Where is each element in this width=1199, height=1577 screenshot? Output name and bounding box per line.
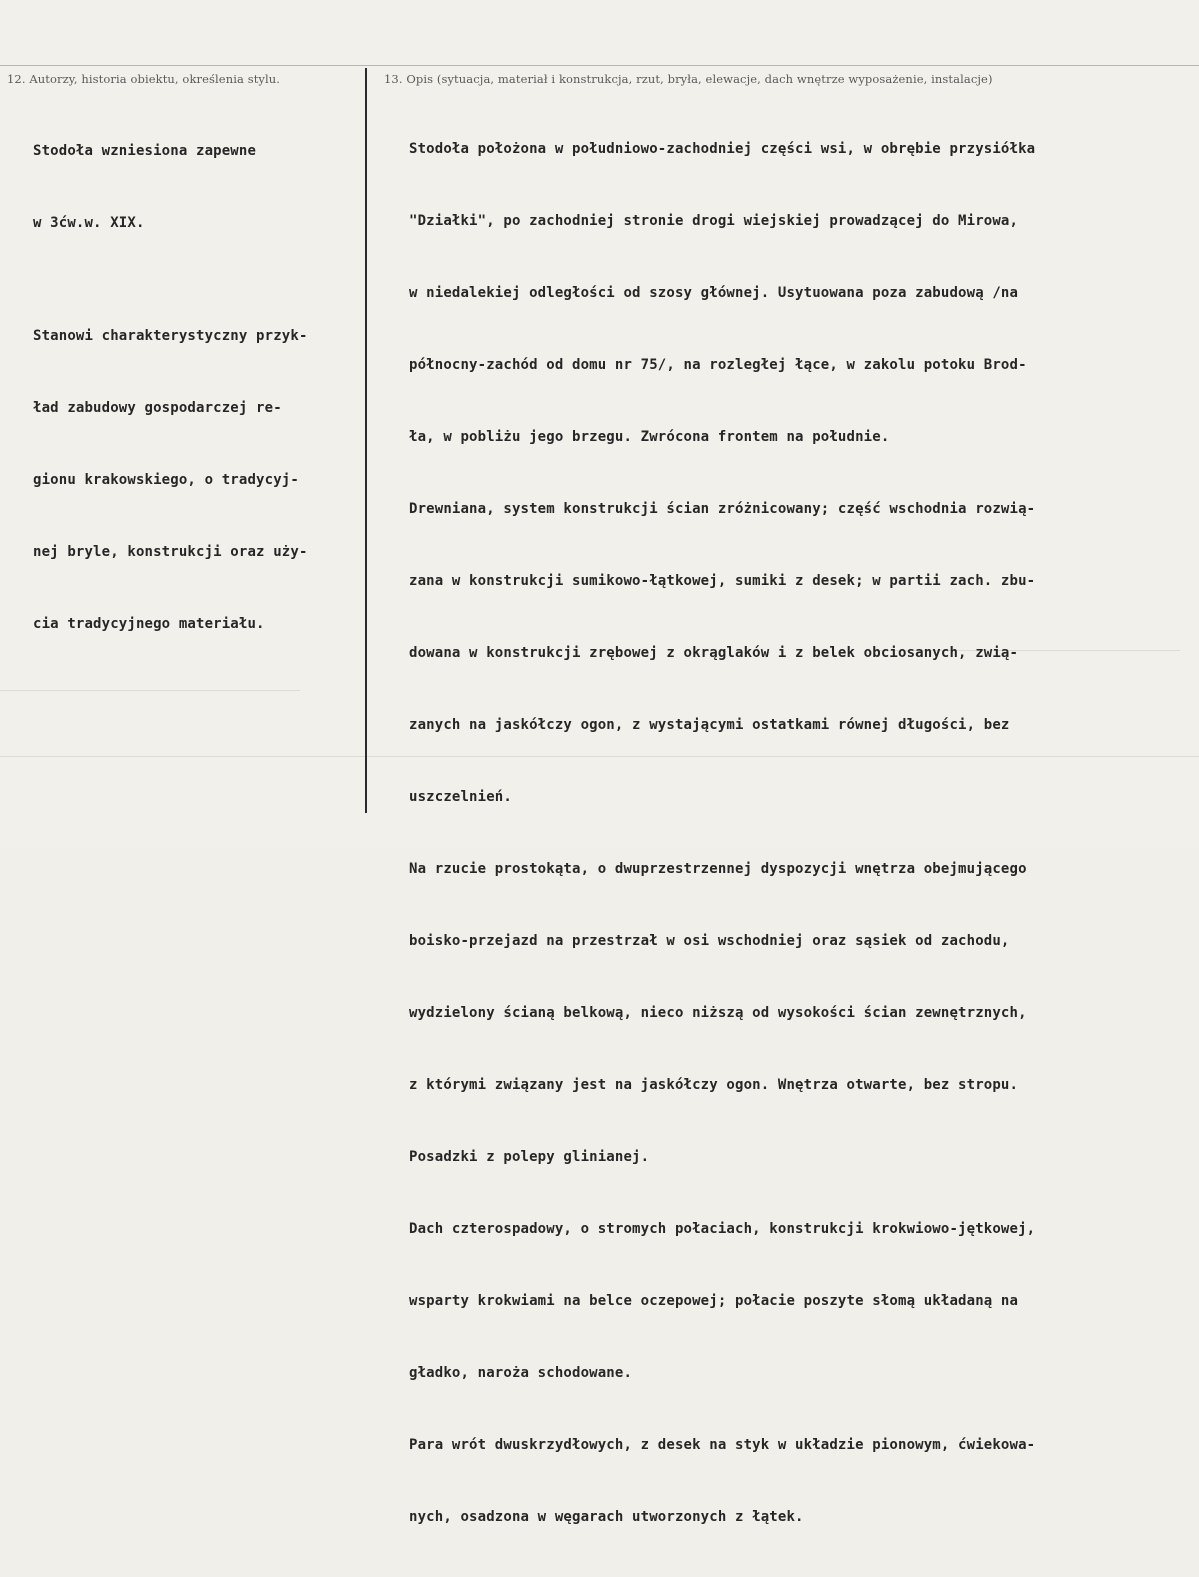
text-line: gionu krakowskiego, o tradycyj- [33, 472, 299, 488]
text-line: Na rzucie prostokąta, o dwuprzestrzennej dyspozycji wnętrza obejmującego [409, 861, 1027, 877]
section-13-description-text [409, 89, 1035, 1577]
text-line: nych, osadzona w węgarach utworzonych z łątek. [409, 1509, 804, 1525]
text-line: ła, w pobliżu jego brzegu. Zwrócona frontem na południe. [409, 429, 890, 445]
section-12-dating-text [33, 91, 256, 283]
text-line: zanych na jaskółczy ogon, z wystającymi ostatkami równej długości, bez [409, 717, 1010, 733]
text-line: nej bryle, konstrukcji oraz uży- [33, 544, 308, 560]
text-line: Drewniana, system konstrukcji ścian zróżnicowany; część wschodnia rozwią- [409, 501, 1036, 517]
text-line: wsparty krokwiami na belce oczepowej; połacie poszyte słomą układaną na [409, 1293, 1019, 1309]
text-line: "Działki", po zachodniej stronie drogi wiejskiej prowadzącej do Mirowa, [409, 213, 1019, 229]
text-line: Posadzki z polepy glinianej. [409, 1149, 650, 1165]
section-13-label: 13. Opis (sytuacja, materiał i konstrukcja, rzut, bryła, elewacje, dach wnętrze wyposażenie, instalacje) [384, 72, 993, 86]
text-line: Stanowi charakterystyczny przyk- [33, 328, 308, 344]
text-line: boisko-przejazd na przestrzał w osi wschodniej oraz sąsiek od zachodu, [409, 933, 1010, 949]
text-line: Para wrót dwuskrzydłowych, z desek na styk w układzie pionowym, ćwiekowa- [409, 1437, 1036, 1453]
text-line: Stodoła położona w południowo-zachodniej części wsi, w obrębie przysiółka [409, 141, 1036, 157]
text-line: gładko, naroża schodowane. [409, 1365, 633, 1381]
section-12-label: 12. Autorzy, historia obiektu, określenia stylu. [7, 72, 281, 86]
text-line: w 3ćw.w. XIX. [33, 215, 145, 231]
column-divider [365, 68, 367, 813]
text-line: zana w konstrukcji sumikowo-łątkowej, sumiki z desek; w partii zach. zbu- [409, 573, 1036, 589]
text-line: dowana w konstrukcji zrębowej z okrąglaków i z belek obciosanych, zwią- [409, 645, 1019, 661]
text-line: cia tradycyjnego materiału. [33, 616, 265, 632]
top-rule [0, 65, 1199, 66]
text-line: z którymi związany jest na jaskółczy ogon. Wnętrza otwarte, bez stropu. [409, 1077, 1019, 1093]
text-line: uszczelnień. [409, 789, 512, 805]
show-through-line [0, 690, 300, 691]
text-line: w niedalekiej odległości od szosy głównej. Usytuowana poza zabudową /na [409, 285, 1019, 301]
text-line: północny-zachód od domu nr 75/, na rozległej łące, w zakolu potoku Brod- [409, 357, 1027, 373]
text-line: Dach czterospadowy, o stromych połaciach, konstrukcji krokwiowo-jętkowej, [409, 1221, 1036, 1237]
text-line: wydzielony ścianą belkową, nieco niższą od wysokości ścian zewnętrznych, [409, 1005, 1027, 1021]
section-12-assessment-text [33, 276, 308, 684]
text-line: ład zabudowy gospodarczej re- [33, 400, 282, 416]
text-line: Stodoła wzniesiona zapewne [33, 143, 257, 159]
